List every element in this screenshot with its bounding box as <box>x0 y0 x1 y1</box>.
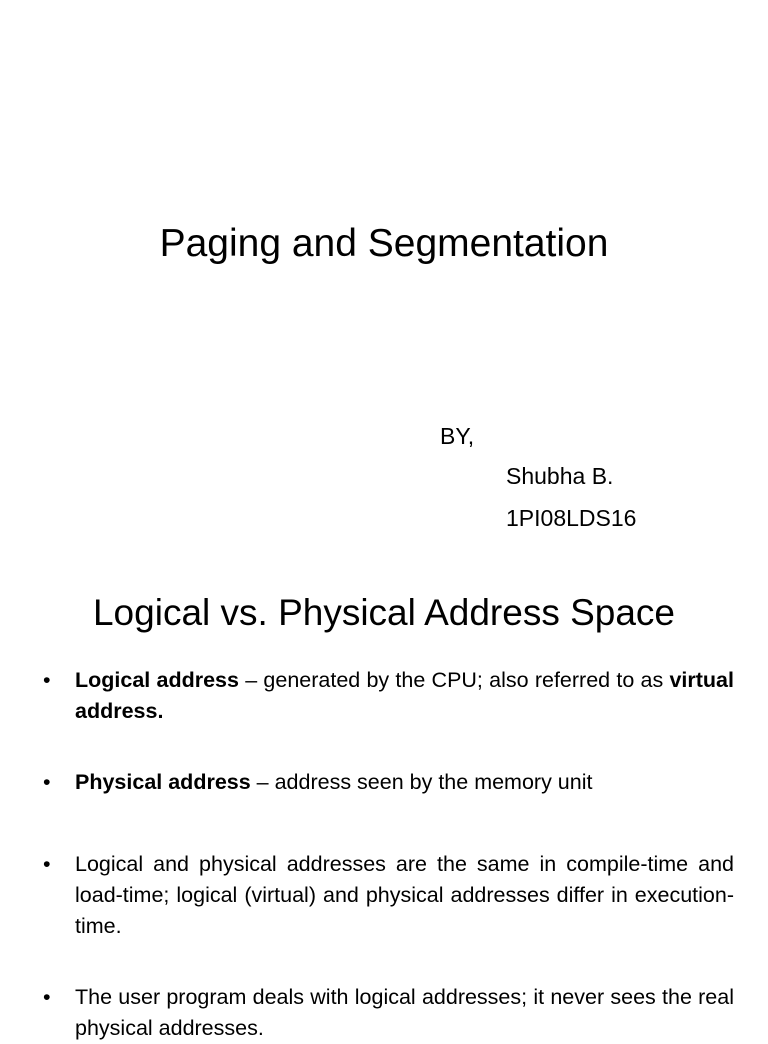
bullet-physical-address <box>75 767 734 798</box>
bullet-text: The user program deals with logical addresses; it never sees the real physical addresses. <box>75 985 734 1040</box>
presentation-title: Paging and Segmentation <box>159 222 609 265</box>
bullet-term: Physical address <box>75 770 251 794</box>
bullet-text: – address seen by the memory unit <box>250 770 593 794</box>
bullet-user-program <box>75 982 734 1044</box>
author-name: Shubha B. <box>506 463 614 489</box>
bullet-term: Logical address <box>75 668 239 692</box>
content-slide <box>0 576 768 1040</box>
author-id: 1PI08LDS16 <box>506 505 637 531</box>
bullet-logical-address <box>75 665 734 727</box>
bullet-text: – generated by the CPU; also referred to as <box>238 668 670 692</box>
slide-title: Logical vs. Physical Address Space <box>92 592 676 633</box>
bullet-address-binding <box>75 849 734 942</box>
bullet-term: virtual address. <box>75 668 734 723</box>
bullet-text: Logical and physical addresses are the same in compile-time and load-time; logical (virtual) and physical addresses differ in execution-time. <box>75 852 734 938</box>
by-label: BY, <box>440 423 475 449</box>
